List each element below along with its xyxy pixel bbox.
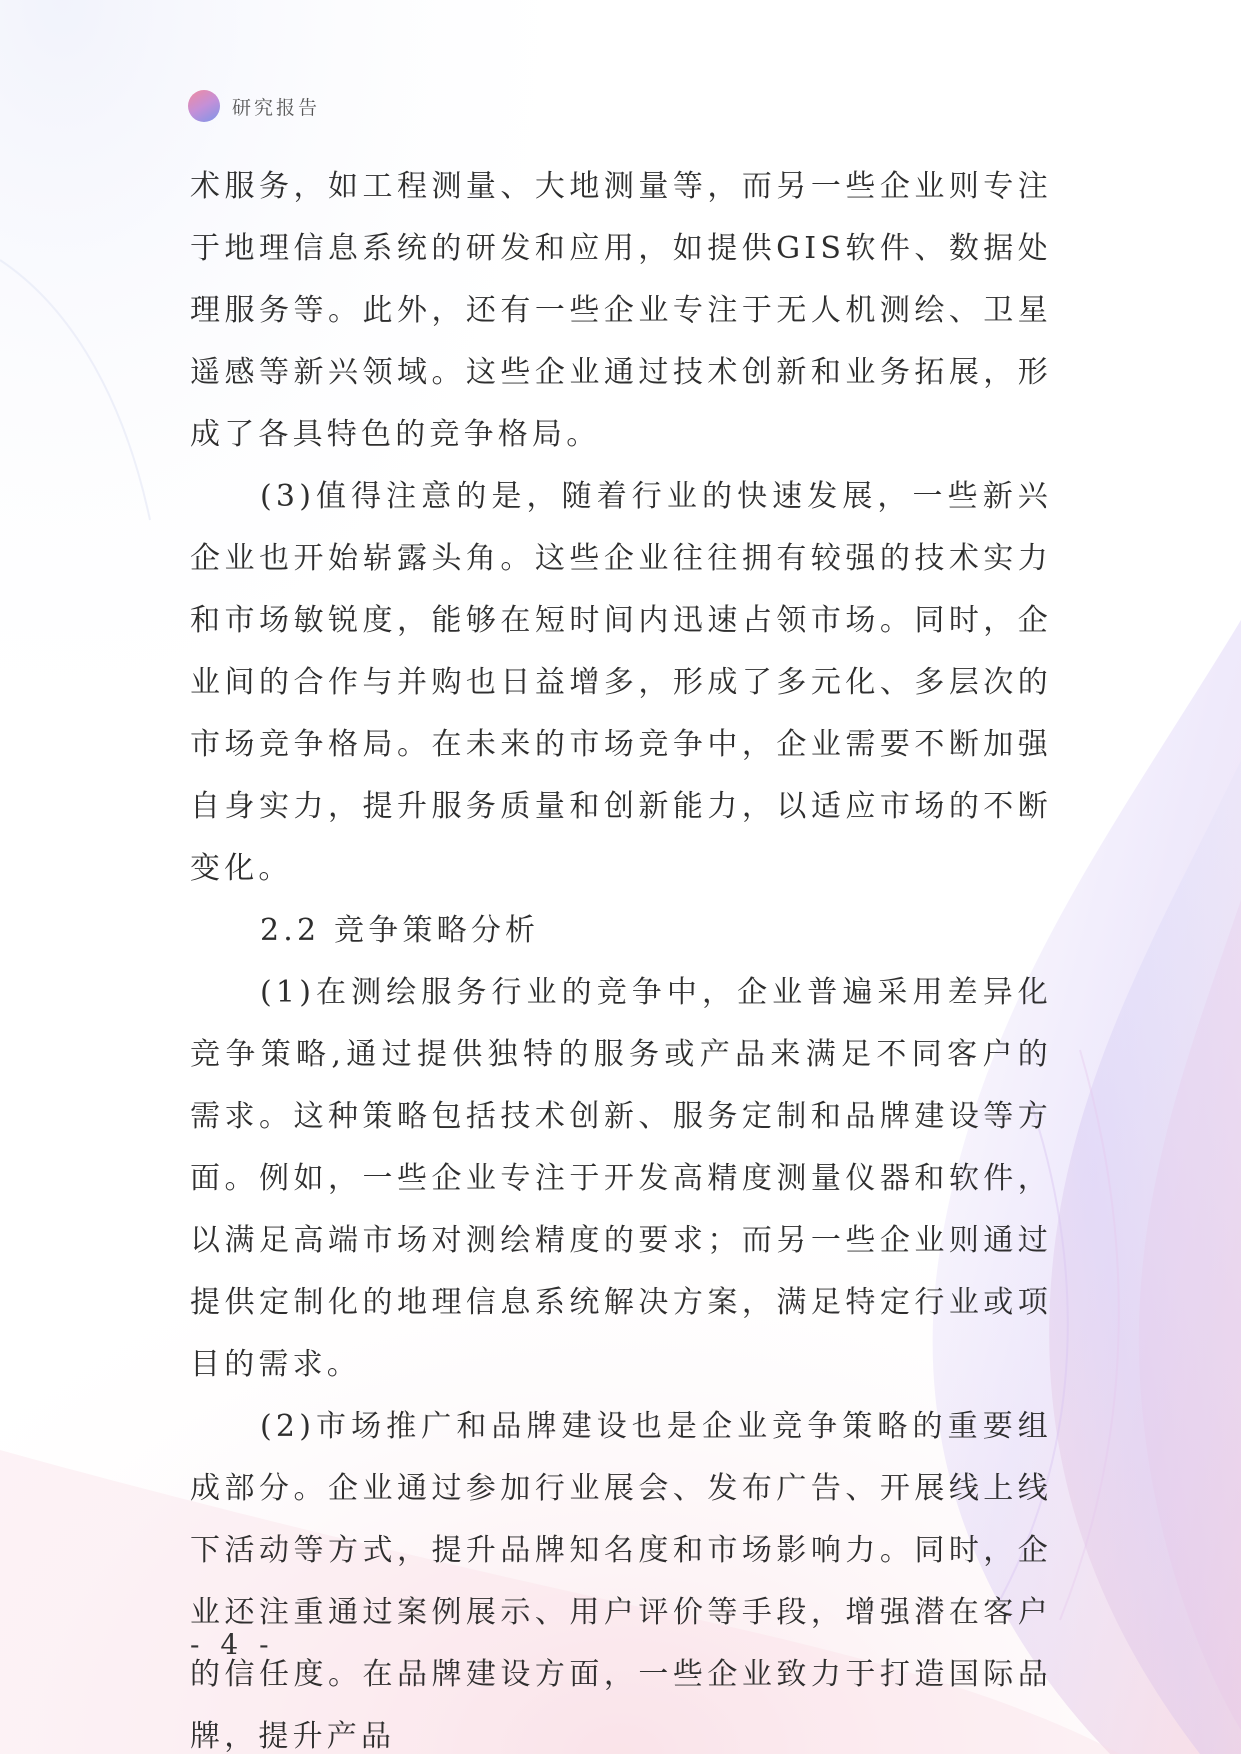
header-title: 研究报告 <box>232 96 321 119</box>
paragraph-point-2: (2)市场推广和品牌建设也是企业竞争策略的重要组成部分。企业通过参加行业展会、发布广告、开展线上线下活动等方式，提升品牌知名度和市场影响力。同时，企业还注重通过案例展示、用户评价等手段，增强潜在客户的信任度。在品牌建设方面，一些企业致力于打造国际品牌，提升产品 <box>190 1409 1052 1754</box>
document-body <box>190 156 1052 1754</box>
report-logo-icon <box>188 90 220 122</box>
paragraph-continued: 术服务，如工程测量、大地测量等，而另一些企业则专注于地理信息系统的研发和应用，如提供GIS软件、数据处理服务等。此外，还有一些企业专注于无人机测绘、卫星遥感等新兴领域。这些企业通过技术创新和业务拓展，形成了各具特色的竞争格局。 <box>190 169 1052 452</box>
report-header <box>188 89 320 123</box>
paragraph-point-3: (3)值得注意的是，随着行业的快速发展，一些新兴企业也开始崭露头角。这些企业往往拥有较强的技术实力和市场敏锐度，能够在短时间内迅速占领市场。同时，企业间的合作与并购也日益增多，形成了多元化、多层次的市场竞争格局。在未来的市场竞争中，企业需要不断加强自身实力，提升服务质量和创新能力，以适应市场的不断变化。 <box>190 479 1052 886</box>
paragraph-point-1: (1)在测绘服务行业的竞争中，企业普遍采用差异化竞争策略,通过提供独特的服务或产品来满足不同客户的需求。这种策略包括技术创新、服务定制和品牌建设等方面。例如，一些企业专注于开发高精度测量仪器和软件，以满足高端市场对测绘精度的要求；而另一些企业则通过提供定制化的地理信息系统解决方案，满足特定行业或项目的需求。 <box>190 975 1052 1382</box>
section-heading-2-2: 2.2 竞争策略分析 <box>260 913 540 948</box>
page-number: - 4 - <box>190 1628 275 1661</box>
